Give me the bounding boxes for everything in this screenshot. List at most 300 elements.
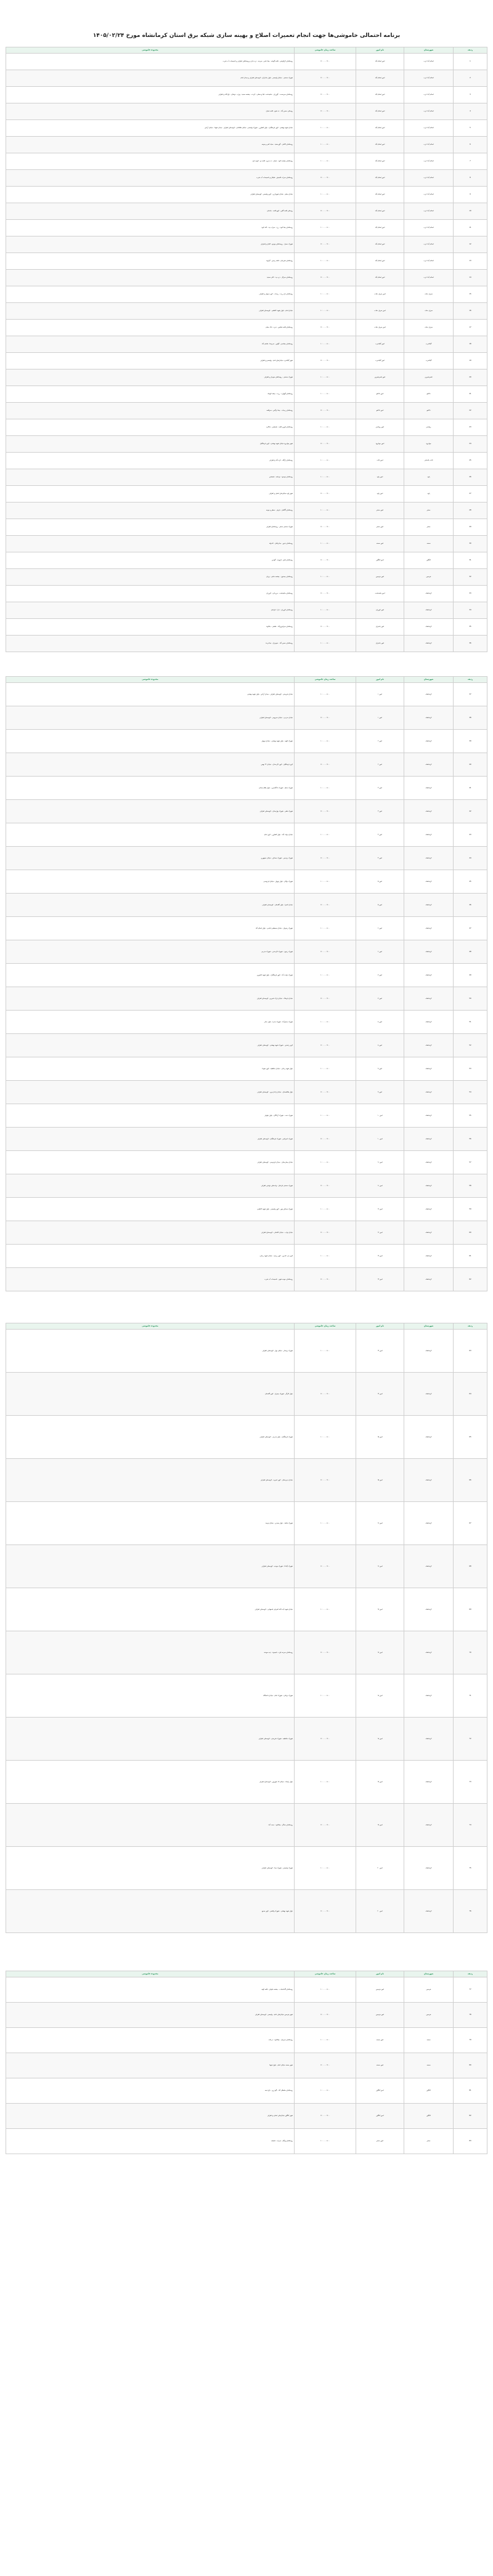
column-header-row: ردیف (454, 677, 487, 683)
description-cell: خیابان مدرس ، خیابان سیروس ، کوچه‌های اطراف (6, 706, 295, 730)
time-cell: ۰۹:۰۰ - ۱۱:۰۰ (295, 706, 356, 730)
city-cell: کرمانشاه (404, 940, 454, 964)
table-row (6, 336, 487, 353)
row-number-cell: 10 (454, 203, 487, 220)
district-cell: امور صحنه (356, 2028, 404, 2053)
table-row (6, 2028, 487, 2053)
row-number-cell: 56 (454, 1128, 487, 1151)
city-cell: کرمانشاه (404, 1034, 454, 1057)
time-cell: ۰۹:۰۰ - ۱۱:۰۰ (295, 320, 356, 336)
district-cell: امور سنقر (356, 503, 404, 519)
row-number-cell: 2 (454, 70, 487, 87)
table-row (6, 353, 487, 369)
city-cell: پاوه (404, 486, 454, 503)
district-cell: امور ۱۱ (356, 1151, 404, 1174)
city-cell: کرمانشاه (404, 1631, 454, 1674)
table-row (6, 602, 487, 619)
district-cell: امور اسلام آباد (356, 87, 404, 103)
table-row (6, 1416, 487, 1459)
city-cell: کرمانشاه (404, 1268, 454, 1291)
description-cell: روستاهای حومه شهر ، تاسیسات آب شرب (6, 1268, 295, 1291)
city-cell: کرمانشاه (404, 602, 454, 619)
table-row (6, 987, 487, 1011)
time-cell: ۰۸:۰۰ - ۱۰:۰۰ (295, 1588, 356, 1631)
district-cell: امور هرسین (356, 1977, 404, 2003)
row-number-cell: 15 (454, 286, 487, 303)
city-cell: کرمانشاه (404, 823, 454, 847)
city-cell: کرمانشاه (404, 1057, 454, 1081)
row-number-cell: 19 (454, 353, 487, 369)
table-row (6, 753, 487, 777)
table-row (6, 369, 487, 386)
time-cell: ۰۹:۰۰ - ۱۱:۰۰ (295, 1890, 356, 1933)
time-cell: ۰۸:۰۰ - ۱۰:۰۰ (295, 777, 356, 800)
outage-table (6, 1323, 487, 1933)
table-row (6, 486, 487, 503)
district-cell: امور اسلام آباد (356, 54, 404, 70)
time-cell: ۰۸:۰۰ - ۱۰:۰۰ (295, 536, 356, 552)
time-cell: ۰۹:۰۰ - ۱۱:۰۰ (295, 1631, 356, 1674)
district-cell: امور ۱۰ (356, 1128, 404, 1151)
description-cell: شهر صحنه خیابان امام ، بلوار شهدا (6, 2053, 295, 2078)
row-number-cell: 34 (454, 602, 487, 619)
row-number-cell: 70 (454, 1631, 487, 1674)
row-number-cell: 77 (454, 1977, 487, 2003)
row-number-cell: 52 (454, 1034, 487, 1057)
district-cell: امور ۱۰ (356, 1104, 404, 1128)
description-cell: روستاهای سلطان آباد ، گودرزی ، باغ دیمه (6, 2078, 295, 2104)
table-row (6, 137, 487, 153)
city-cell: کرمانشاه (404, 1128, 454, 1151)
table-row (6, 1057, 487, 1081)
row-number-cell: 29 (454, 519, 487, 536)
table-row (6, 1151, 487, 1174)
district-cell: امور ثلاث (356, 453, 404, 469)
district-cell: امور صحنه (356, 536, 404, 552)
district-cell: امور اسلام آباد (356, 170, 404, 187)
row-number-cell: 18 (454, 336, 487, 353)
description-cell: شهرک پرستار ، خیابان بهار ، کوچه‌های اطراف (6, 1330, 295, 1373)
table-row (6, 1081, 487, 1104)
row-number-cell: 64 (454, 1373, 487, 1416)
row-number-cell: 4 (454, 103, 487, 120)
time-cell: ۰۸:۰۰ - ۱۰:۰۰ (295, 2129, 356, 2154)
table-row (6, 552, 487, 569)
row-number-cell: 83 (454, 2129, 487, 2154)
column-header-city: شهرستان (404, 1971, 454, 1977)
table-header (6, 1323, 487, 1330)
city-cell: دالاهو (404, 386, 454, 403)
row-number-cell: 37 (454, 683, 487, 706)
row-number-cell: 36 (454, 636, 487, 652)
time-cell: ۰۹:۰۰ - ۱۱:۰۰ (295, 1459, 356, 1502)
district-cell: امور ۱ (356, 683, 404, 706)
district-cell: امور کنگاور (356, 2104, 404, 2129)
time-cell: ۰۸:۰۰ - ۱۰:۰۰ (295, 187, 356, 203)
row-number-cell: 12 (454, 236, 487, 253)
table-row (6, 917, 487, 940)
table-row (6, 2053, 487, 2078)
city-cell: دالاهو (404, 403, 454, 419)
table-row (6, 236, 487, 253)
city-cell: کرمانشاه (404, 1588, 454, 1631)
table-row (6, 1847, 487, 1890)
description-cell: روستاهای دینور ، میانراهان ، کندوله (6, 536, 295, 552)
description-cell: شهرک ولیعصر ، شهرک مینا ، کوچه‌های اطراف (6, 1847, 295, 1890)
city-cell: پاوه (404, 469, 454, 486)
description-cell: شهرک صنعتی ، خیابان ولیعصر ، بلوار جانبازان ، کوچه‌های اطراف و میدان امام (6, 70, 295, 87)
description-cell: شهرک رضوان ، خیابان مصطفی امامی ، بلوار اسلام آباد (6, 917, 295, 940)
table-row (6, 2104, 487, 2129)
city-cell: سرپل ذهاب (404, 286, 454, 303)
city-cell: کنگاور (404, 2078, 454, 2104)
description-cell: روستاهای بان زرده ، ریجاب ، کوره موش و اطراف (6, 286, 295, 303)
outage-table (6, 47, 487, 652)
description-cell: شهرک ظفر ، شهرک بهارستان ، کوچه‌های اطراف (6, 800, 295, 823)
description-cell: روستاهای بیستون ، چشمه ماهی ، پریان (6, 569, 295, 586)
city-cell: کرمانشاه (404, 1674, 454, 1718)
description-cell: روستاهای سرمیل ، چقاکبود ، درخانه (6, 2028, 295, 2053)
table-row (6, 870, 487, 894)
district-cell: امور ۱۵ (356, 1416, 404, 1459)
description-cell: کوی رشیدی ، شهرک شهید بهشتی ، کوچه‌های اطراف (6, 1034, 295, 1057)
district-cell: امور سرپل ذهاب (356, 286, 404, 303)
city-cell: کرمانشاه (404, 987, 454, 1011)
description-cell: خیابان فرهنگ ، خیابان پارک شیرین ، کوچه‌های اطراف (6, 987, 295, 1011)
table-row (6, 1128, 487, 1151)
district-cell: امور ۱۸ (356, 1674, 404, 1718)
district-cell: امور ۲ (356, 730, 404, 753)
city-cell: اسلام آباد غرب (404, 87, 454, 103)
city-cell: کرمانشاه (404, 753, 454, 777)
row-number-cell: 69 (454, 1588, 487, 1631)
district-cell: امور هرسین (356, 2003, 404, 2028)
city-cell: اسلام آباد غرب (404, 203, 454, 220)
description-cell: بلوار شهید زمانی ، خیابان حافظیه ، کوی شهدا (6, 1057, 295, 1081)
table-row (6, 1373, 487, 1416)
district-cell: امور ۵ (356, 870, 404, 894)
city-cell: صحنه (404, 536, 454, 552)
time-cell: ۰۸:۰۰ - ۱۰:۰۰ (295, 1761, 356, 1804)
city-cell: کرمانشاه (404, 1416, 454, 1459)
row-number-cell: 7 (454, 153, 487, 170)
district-cell: امور ۱۲ (356, 1198, 404, 1221)
description-cell: روستاهای شیرخان ، قلعه زنجیر ، گراوند (6, 253, 295, 270)
time-cell: ۰۸:۰۰ - ۱۰:۰۰ (295, 453, 356, 469)
description-cell: روستاهای قلعه شاهین ، دیره ، تنگ حمام (6, 320, 295, 336)
description-cell: شهرک حمیل ، روستاهای بیونیج ، کلیان و اطراف (6, 236, 295, 253)
description-cell: شهرک امیرکبیر ، شهرک فرهنگیان ، کوچه‌های اطراف (6, 1128, 295, 1151)
row-number-cell: 47 (454, 917, 487, 940)
city-cell: صحنه (404, 2028, 454, 2053)
time-cell: ۰۹:۰۰ - ۱۱:۰۰ (295, 1221, 356, 1245)
row-number-cell: 44 (454, 847, 487, 870)
table-row (6, 54, 487, 70)
description-cell: شهرک نوکان ، بلوار نوبهار ، خیابان فردوسی (6, 870, 295, 894)
row-number-cell: 76 (454, 1890, 487, 1933)
time-cell: ۰۸:۰۰ - ۱۰:۰۰ (295, 602, 356, 619)
time-cell: ۰۸:۰۰ - ۱۰:۰۰ (295, 823, 356, 847)
district-cell: امور ۸ (356, 1011, 404, 1034)
table-row (6, 619, 487, 636)
time-cell: ۰۸:۰۰ - ۱۰:۰۰ (295, 503, 356, 519)
row-number-cell: 54 (454, 1081, 487, 1104)
row-number-cell: 33 (454, 586, 487, 602)
description-cell: شهرک زیتون ، شهرک کارمندی ، شهرک مدرس (6, 940, 295, 964)
row-number-cell: 35 (454, 619, 487, 636)
column-header-district: نام امور (356, 47, 404, 54)
table-row (6, 586, 487, 602)
district-cell: امور ۹ (356, 1057, 404, 1081)
city-cell: کرمانشاه (404, 1245, 454, 1268)
district-cell: امور ۱۶ (356, 1545, 404, 1588)
district-cell: امور اسلام آباد (356, 270, 404, 286)
description-cell: خیابان دولت آباد ، بلوار کشاورز ، کوی امام (6, 823, 295, 847)
description-cell: روستاهای سرکل ، دره بید ، کانی سفید (6, 270, 295, 286)
description-cell: شهرک معلم ، شهرک دادگستری ، بلوار طاق بستان (6, 777, 295, 800)
table-row (6, 1502, 487, 1545)
district-cell: امور ۶ (356, 917, 404, 940)
city-cell: کرمانشاه (404, 1847, 454, 1890)
table-row (6, 940, 487, 964)
table-row (6, 270, 487, 286)
row-number-cell: 71 (454, 1674, 487, 1718)
time-cell: ۰۸:۰۰ - ۱۰:۰۰ (295, 2078, 356, 2104)
outage-table (6, 1971, 487, 2154)
district-cell: امور ۱۳ (356, 1268, 404, 1291)
district-cell: امور ۲۰ (356, 1847, 404, 1890)
city-cell: کرمانشاه (404, 619, 454, 636)
table-row (6, 170, 487, 187)
description-cell: شهر کنگاور خیابان‌های اصلی و اطراف (6, 2104, 295, 2129)
row-number-cell: 72 (454, 1718, 487, 1761)
city-cell: گیلانغرب (404, 336, 454, 353)
district-cell: امور ۱۴ (356, 1330, 404, 1373)
description-cell: روستاهای کلاش ، گورسفید ، سیاه کمر و حومه (6, 137, 295, 153)
description-cell: خیابان شهید بهشتی ، کوی فرهنگیان ، بلوار کشاورز ، شهرک ولیعصر ، خیابان طالقانی ، کوچه‌های اطراف ، میدان شهدا ، خیابان آزادی (6, 120, 295, 137)
description-cell: کوی فرهنگیان ، کوی کارمندان ، خیابان ۲۲ بهمن (6, 753, 295, 777)
row-number-cell: 67 (454, 1502, 487, 1545)
table-row (6, 2003, 487, 2028)
table-row (6, 2078, 487, 2104)
time-cell: ۰۹:۰۰ - ۱۱:۰۰ (295, 436, 356, 453)
description-cell: خیابان شهید آیت الله اشرفی اصفهانی ، کوچه‌های اطراف (6, 1588, 295, 1631)
row-number-cell: 13 (454, 253, 487, 270)
city-cell: کرمانشاه (404, 894, 454, 917)
district-cell: امور ۸ (356, 1034, 404, 1057)
description-cell: روستاهای سرفیروزآباد ، هلشی ، جلالوند (6, 619, 295, 636)
district-cell: امور ۴ (356, 847, 404, 870)
description-cell: خیابان نواب ، خیابان کاشانی ، کوچه‌های اطراف (6, 1221, 295, 1245)
city-cell: قصرشیرین (404, 369, 454, 386)
row-number-cell: 16 (454, 303, 487, 320)
table-row (6, 1459, 487, 1502)
description-cell: روستای قلعه گلین ، کوچ قلعه ، باباخان (6, 203, 295, 220)
row-number-cell: 22 (454, 403, 487, 419)
time-cell: ۰۹:۰۰ - ۱۱:۰۰ (295, 236, 356, 253)
time-cell: ۰۸:۰۰ - ۱۰:۰۰ (295, 1245, 356, 1268)
city-cell: اسلام آباد غرب (404, 236, 454, 253)
city-cell: کرمانشاه (404, 1104, 454, 1128)
district-cell: امور ۷ (356, 964, 404, 987)
row-number-cell: 55 (454, 1104, 487, 1128)
table-row (6, 683, 487, 706)
row-number-cell: 31 (454, 552, 487, 569)
district-cell: امور ۱۵ (356, 1459, 404, 1502)
table-row (6, 536, 487, 552)
row-number-cell: 58 (454, 1174, 487, 1198)
row-number-cell: 46 (454, 894, 487, 917)
time-cell: ۰۹:۰۰ - ۱۱:۰۰ (295, 1373, 356, 1416)
column-header-time: ساعت زمان خاموشی (295, 1971, 356, 1977)
time-cell: ۰۹:۰۰ - ۱۱:۰۰ (295, 87, 356, 103)
district-cell: امور ۱۶ (356, 1502, 404, 1545)
table-row (6, 1245, 487, 1268)
column-header-district: نام امور (356, 1323, 404, 1330)
city-cell: سرپل ذهاب (404, 303, 454, 320)
description-cell: شهرک الهیه ، بلوار شهید بهشتی ، خیابان نوبهار (6, 730, 295, 753)
time-cell: ۰۹:۰۰ - ۱۱:۰۰ (295, 70, 356, 87)
row-number-cell: 28 (454, 503, 487, 519)
time-cell: ۰۹:۰۰ - ۱۱:۰۰ (295, 1128, 356, 1151)
time-cell: ۰۹:۰۰ - ۱۱:۰۰ (295, 1718, 356, 1761)
district-cell: امور صحنه (356, 2053, 404, 2078)
description-cell: روستاهای فش ، قزوینه ، گودین (6, 552, 295, 569)
table-row (6, 569, 487, 586)
district-cell: امور گیلانغرب (356, 336, 404, 353)
time-cell: ۰۹:۰۰ - ۱۱:۰۰ (295, 2003, 356, 2028)
city-cell: اسلام آباد غرب (404, 103, 454, 120)
city-cell: کرمانشاه (404, 1151, 454, 1174)
column-header-row: ردیف (454, 1971, 487, 1977)
description-cell: روستاهای چشمه کبود ، شیان ، ده سرخ ، قلعه نو ، کوچه باغ (6, 153, 295, 170)
city-cell: کرمانشاه (404, 1502, 454, 1545)
time-cell: ۰۹:۰۰ - ۱۱:۰۰ (295, 203, 356, 220)
table-row (6, 87, 487, 103)
description-cell: خیابان کسرا ، بلوار گلستان ، کوچه‌های اطراف (6, 894, 295, 917)
row-number-cell: 25 (454, 453, 487, 469)
table-row (6, 777, 487, 800)
description-cell: روستاهای آگاهان ، فرش ، سطر و حومه (6, 503, 295, 519)
column-header-time: ساعت زمان خاموشی (295, 47, 356, 54)
description-cell: شهرک پردیس ، شهرک مسکن ، خیابان جمهوری (6, 847, 295, 870)
city-cell: کرمانشاه (404, 1174, 454, 1198)
district-cell: امور اسلام آباد (356, 203, 404, 220)
time-cell: ۰۹:۰۰ - ۱۱:۰۰ (295, 619, 356, 636)
district-cell: امور اسلام آباد (356, 253, 404, 270)
description-cell: بلوار کارگر ، شهرک چمران ، کوی گلستان (6, 1373, 295, 1416)
district-cell: امور قصرشیرین (356, 369, 404, 386)
time-cell: ۰۸:۰۰ - ۱۰:۰۰ (295, 120, 356, 137)
table-row (6, 436, 487, 453)
city-cell: کرمانشاه (404, 1761, 454, 1804)
time-cell: ۰۸:۰۰ - ۱۰:۰۰ (295, 153, 356, 170)
city-cell: کرمانشاه (404, 730, 454, 753)
row-number-cell: 79 (454, 2028, 487, 2053)
time-cell: ۰۸:۰۰ - ۱۰:۰۰ (295, 336, 356, 353)
row-number-cell: 9 (454, 187, 487, 203)
city-cell: کنگاور (404, 2104, 454, 2129)
row-number-cell: 78 (454, 2003, 487, 2028)
city-cell: روانسر (404, 419, 454, 436)
time-cell: ۰۹:۰۰ - ۱۱:۰۰ (295, 894, 356, 917)
city-cell: کرمانشاه (404, 917, 454, 940)
table-row (6, 800, 487, 823)
time-cell: ۰۹:۰۰ - ۱۱:۰۰ (295, 353, 356, 369)
district-cell: امور ۱ (356, 706, 404, 730)
row-number-cell: 51 (454, 1011, 487, 1034)
description-cell: شهرک بوعلی ، شهرک امام ، خیابان دانشگاه (6, 1674, 295, 1718)
description-cell: بلوار شهید بهشتی ، شهرک والفجر ، کوی بسیج (6, 1890, 295, 1933)
time-cell: ۰۸:۰۰ - ۱۰:۰۰ (295, 1847, 356, 1890)
district-cell: امور ۳ (356, 800, 404, 823)
time-cell: ۰۸:۰۰ - ۱۰:۰۰ (295, 2028, 356, 2053)
description-cell: شهر هرسین خیابان‌های امام ، ولیعصر ، کوچه‌های اطراف (6, 2003, 295, 2028)
time-cell: ۰۸:۰۰ - ۱۰:۰۰ (295, 1151, 356, 1174)
description-cell: شهرک صنعتی ، روستاهای سومار و اطراف (6, 369, 295, 386)
time-cell: ۰۹:۰۰ - ۱۱:۰۰ (295, 987, 356, 1011)
time-cell: ۰۹:۰۰ - ۱۱:۰۰ (295, 103, 356, 120)
city-cell: جوانرود (404, 436, 454, 453)
time-cell: ۰۸:۰۰ - ۱۰:۰۰ (295, 303, 356, 320)
row-number-cell: 66 (454, 1459, 487, 1502)
row-number-cell: 5 (454, 120, 487, 137)
district-cell: امور ۳ (356, 777, 404, 800)
time-cell: ۰۸:۰۰ - ۱۰:۰۰ (295, 386, 356, 403)
table-row (6, 1034, 487, 1057)
column-header-district: نام امور (356, 677, 404, 683)
city-cell: کرمانشاه (404, 870, 454, 894)
row-number-cell: 60 (454, 1221, 487, 1245)
row-number-cell: 41 (454, 777, 487, 800)
table-row (6, 386, 487, 403)
row-number-cell: 8 (454, 170, 487, 187)
description-cell: روستاهای چقاسبز ، گواور ، سرچقا ، هاشم آباد (6, 336, 295, 353)
row-number-cell: 30 (454, 536, 487, 552)
table-row (6, 419, 487, 436)
time-cell: ۰۹:۰۰ - ۱۱:۰۰ (295, 847, 356, 870)
time-cell: ۰۸:۰۰ - ۱۰:۰۰ (295, 636, 356, 652)
city-cell: کرمانشاه (404, 847, 454, 870)
table-row (6, 1977, 487, 2003)
time-cell: ۰۸:۰۰ - ۱۰:۰۰ (295, 964, 356, 987)
description-cell: روستاهای گاماسیاب ، چشمه نیلوفر ، قلعه کهنه (6, 1977, 295, 2003)
district-cell: امور گیلانغرب (356, 353, 404, 369)
description-cell: شهرک آپادانا ، شهرک مهدیه ، کوچه‌های اطراف (6, 1545, 295, 1588)
city-cell: هرسین (404, 569, 454, 586)
description-cell: روستاهای قوری قلعه ، شمشیر ، باباکره (6, 419, 295, 436)
time-cell: ۰۹:۰۰ - ۱۱:۰۰ (295, 1804, 356, 1847)
table-row (6, 894, 487, 917)
row-number-cell: 81 (454, 2078, 487, 2104)
time-cell: ۰۸:۰۰ - ۱۰:۰۰ (295, 137, 356, 153)
table-row (6, 1198, 487, 1221)
table-row (6, 823, 487, 847)
row-number-cell: 59 (454, 1198, 487, 1221)
column-header-time: ساعت زمان خاموشی (295, 1323, 356, 1330)
district-cell: امور روانسر (356, 419, 404, 436)
city-cell: کرمانشاه (404, 1373, 454, 1416)
city-cell: کرمانشاه (404, 777, 454, 800)
city-cell: کرمانشاه (404, 586, 454, 602)
table-row (6, 706, 487, 730)
time-cell: ۰۹:۰۰ - ۱۱:۰۰ (295, 170, 356, 187)
district-cell: امور ۱۱ (356, 1174, 404, 1198)
time-cell: ۰۸:۰۰ - ۱۰:۰۰ (295, 369, 356, 386)
time-cell: ۰۹:۰۰ - ۱۱:۰۰ (295, 1034, 356, 1057)
table-row (6, 1011, 487, 1034)
table-row (6, 453, 487, 469)
